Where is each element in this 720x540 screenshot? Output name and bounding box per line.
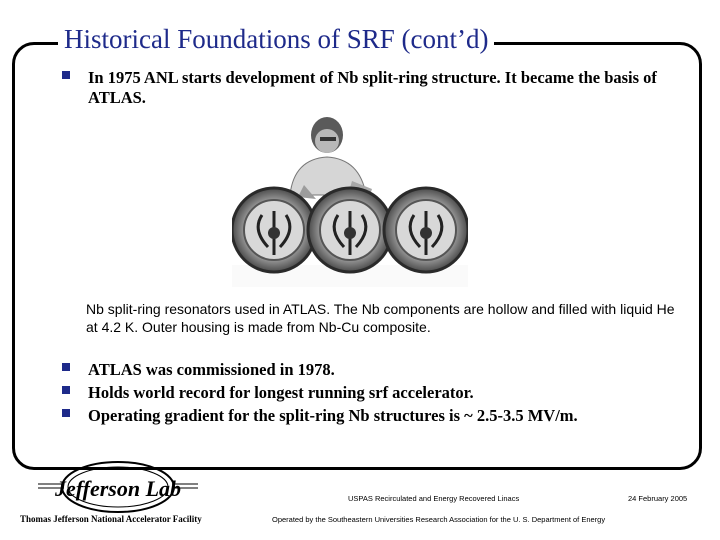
bullet-square-icon bbox=[62, 363, 70, 371]
logo-wordmark: Jefferson Lab bbox=[54, 476, 182, 501]
footer-date: 24 February 2005 bbox=[628, 494, 688, 503]
footer-facility: Thomas Jefferson National Accelerator Facility bbox=[20, 514, 202, 524]
footer-operated-by: Operated by the Southeastern Universities Research Association for the U. S. Department of Energy bbox=[272, 515, 606, 524]
bullet-square-icon bbox=[62, 409, 70, 417]
bullet-text-world-record: Holds world record for longest running srf accelerator. bbox=[88, 383, 474, 402]
photo-caption: Nb split-ring resonators used in ATLAS. The Nb components are hollow and filled with liquid He at 4.2 K. Outer housing is made from Nb-Cu composite. bbox=[86, 301, 675, 335]
slide-title: Historical Foundations of SRF (cont’d) bbox=[58, 24, 494, 55]
bullet-text-commissioned: ATLAS was commissioned in 1978. bbox=[88, 360, 335, 379]
bullet-square-icon bbox=[62, 71, 70, 79]
bullet-square-icon bbox=[62, 386, 70, 394]
bullet-text-gradient: Operating gradient for the split-ring Nb structures is ~ 2.5-3.5 MV/m. bbox=[88, 406, 578, 425]
split-ring-resonator-photo bbox=[232, 115, 468, 287]
bullet-text-anl: In 1975 ANL starts development of Nb split-ring structure. It became the basis of ATLAS. bbox=[88, 68, 657, 107]
footer-course: USPAS Recirculated and Energy Recovered Linacs bbox=[348, 494, 520, 503]
jefferson-lab-logo bbox=[38, 458, 198, 520]
